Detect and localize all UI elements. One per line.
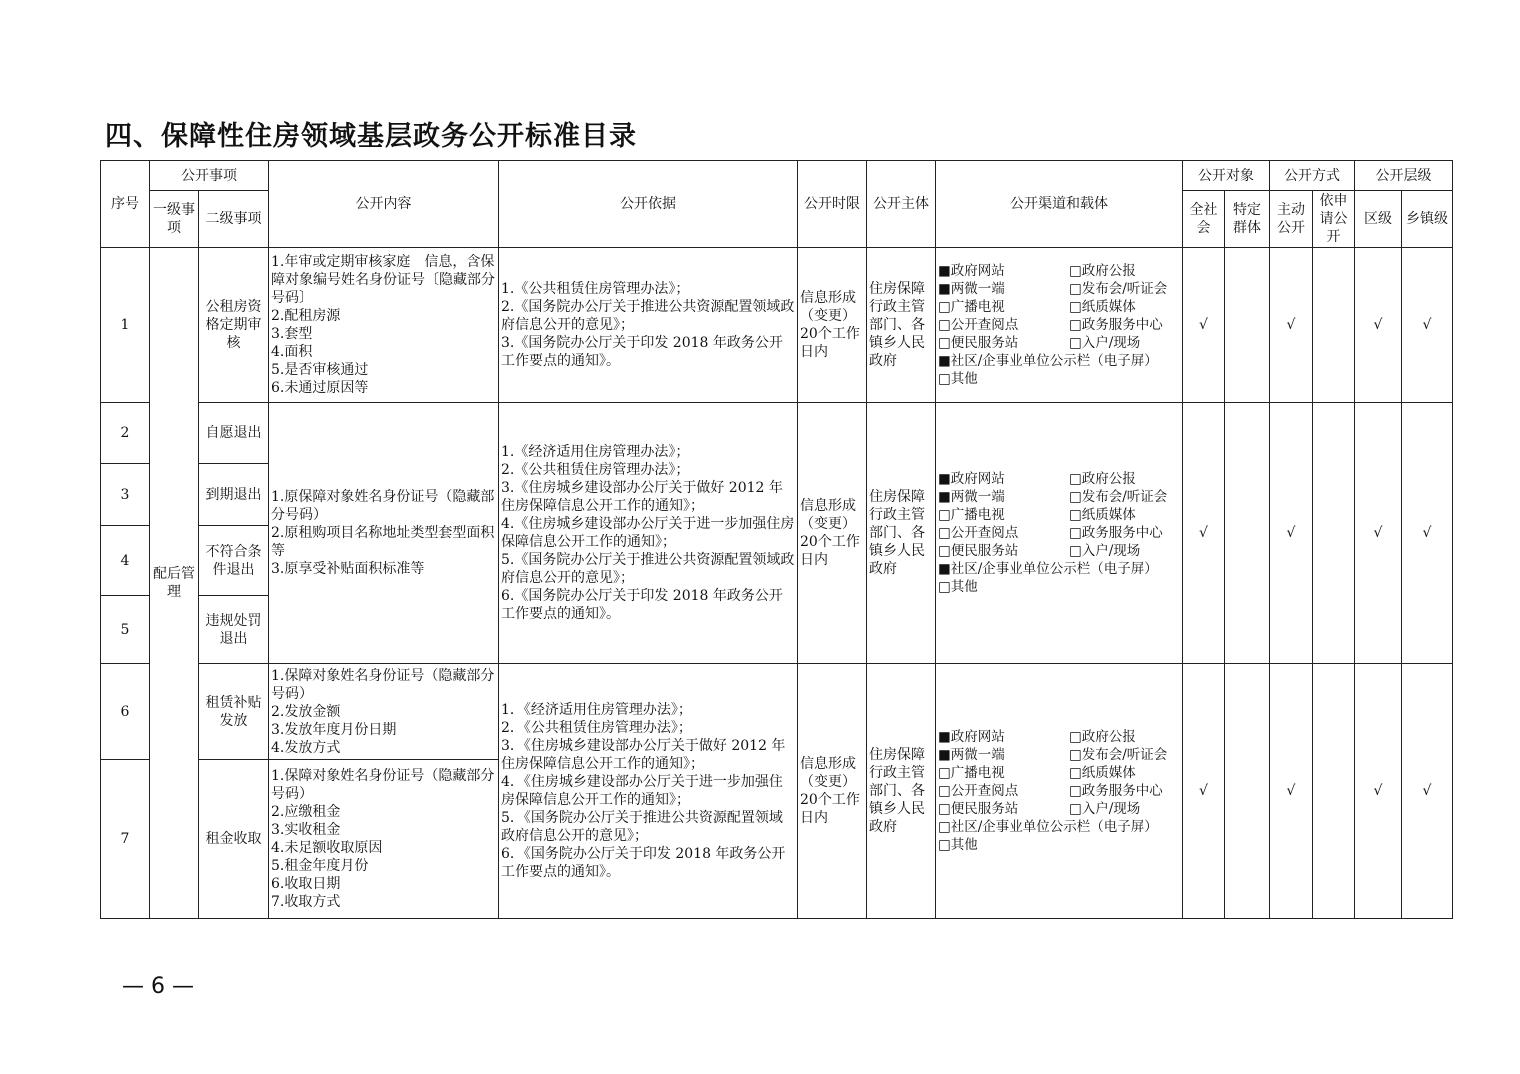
- row-seq: 4: [101, 526, 150, 596]
- row-seq: 2: [101, 403, 150, 464]
- time-cell: 信息形成（变更）20个工作日内: [798, 248, 867, 403]
- header-subject: 公开主体: [867, 161, 936, 248]
- header-channel: 公开渠道和载体: [936, 161, 1183, 248]
- header-level2: 二级事项: [199, 191, 269, 248]
- header-tier-town: 乡镇级: [1402, 191, 1453, 248]
- level2-item: 租金收取: [199, 760, 269, 919]
- row-seq: 3: [101, 464, 150, 526]
- level2-item: 违规处罚退出: [199, 596, 269, 664]
- time-cell: 信息形成（变更）20个工作日内: [798, 403, 867, 664]
- header-target-group: 特定群体: [1225, 191, 1270, 248]
- header-tier-district: 区级: [1355, 191, 1402, 248]
- header-matter: 公开事项: [150, 161, 269, 191]
- header-method-apply: 依申请公开: [1313, 191, 1355, 248]
- row-seq: 6: [101, 664, 150, 760]
- content-cell: 1.保障对象姓名身份证号（隐藏部分号码） 2.发放金额 3.发放年度月份日期 4.发放方式: [269, 664, 499, 760]
- header-method: 公开方式: [1270, 161, 1355, 191]
- check-mark: √: [1355, 248, 1402, 403]
- row-seq: 7: [101, 760, 150, 919]
- channel-cell: ■政府网站 □政府公报 ■两微一端 □发布会/听证会 □广播电视 □纸质媒体 □公开查阅点 □政务服务中心 □便民服务站 □入户/现场 □社区/企事业单位公示栏（电子屏） □其他: [936, 664, 1183, 919]
- level2-item: 不符合条件退出: [199, 526, 269, 596]
- check-mark: √: [1270, 664, 1313, 919]
- row-seq: 5: [101, 596, 150, 664]
- row-seq: 1: [101, 248, 150, 403]
- table-row: [101, 248, 1453, 403]
- page-title: 四、保障性住房领域基层政务公开标准目录: [105, 121, 637, 152]
- check-mark: √: [1183, 664, 1225, 919]
- subject-cell: 住房保障行政主管部门、各镇乡人民政府: [867, 403, 936, 664]
- table-row: [101, 664, 1453, 760]
- check-mark: √: [1270, 403, 1313, 664]
- content-cell: 1.年审或定期审核家庭 信息，含保障对象编号姓名身份证号〔隐藏部分号码〕 2.配租房源 3.套型 4.面积 5.是否审核通过 6.未通过原因等: [269, 248, 499, 403]
- header-target-all: 全社会: [1183, 191, 1225, 248]
- check-mark: √: [1402, 248, 1453, 403]
- level2-item: 公租房资格定期审核: [199, 248, 269, 403]
- check-mark: √: [1270, 248, 1313, 403]
- channel-cell: ■政府网站 □政府公报 ■两微一端 □发布会/听证会 □广播电视 □纸质媒体 □公开查阅点 □政务服务中心 □便民服务站 □入户/现场 ■社区/企事业单位公示栏（电子屏） □其他: [936, 248, 1183, 403]
- check-mark: √: [1183, 403, 1225, 664]
- check-mark: √: [1183, 248, 1225, 403]
- basis-cell: 1.《公共租赁住房管理办法》； 2.《国务院办公厅关于推进公共资源配置领域政府信息公开的意见》； 3.《国务院办公厅关于印发 2018 年政务公开工作要点的通知》。: [499, 248, 798, 403]
- check-mark: √: [1402, 403, 1453, 664]
- basis-cell: 1.《经济适用住房管理办法》； 2.《公共租赁住房管理办法》； 3.《住房城乡建设部办公厅关于做好 2012 年住房保障信息公开工作的通知》； 4.《住房城乡建设部办公厅关于进一步加强住房保障信息公开工作的通知》； 5.《国务院办公厅关于推进公共资源配置领域政府信息公开的意见》； 6.《国务院办公厅关于印发 2018 年政务公开工作要点的通知》。: [499, 403, 798, 664]
- header-content: 公开内容: [269, 161, 499, 248]
- basis-cell: 1．《经济适用住房管理办法》； 2．《公共租赁住房管理办法》； 3．《住房城乡建设部办公厅关于做好 2012 年住房保障信息公开工作的通知》； 4．《住房城乡建设部办公厅关于进一步加强住房保障信息公开工作的通知》； 5．《国务院办公厅关于推进公共资源配置领域政府信息公开的意见》； 6．《国务院办公厅关于印发 2018 年政务公开工作要点的通知》。: [499, 664, 798, 919]
- header-seq: 序号: [101, 161, 150, 248]
- check-mark: √: [1402, 664, 1453, 919]
- level2-item: 自愿退出: [199, 403, 269, 464]
- header-tier: 公开层级: [1355, 161, 1453, 191]
- check-mark: √: [1355, 403, 1402, 664]
- header-level1: 一级事项: [150, 191, 199, 248]
- content-cell: 1.保障对象姓名身份证号（隐藏部分号码） 2.应缴租金 3.实收租金 4.未足额收取原因 5.租金年度月份 6.收取日期 7.收取方式: [269, 760, 499, 919]
- channel-cell: ■政府网站 □政府公报 ■两微一端 □发布会/听证会 □广播电视 □纸质媒体 □公开查阅点 □政务服务中心 □便民服务站 □入户/现场 ■社区/企事业单位公示栏（电子屏） □其他: [936, 403, 1183, 664]
- check-mark: √: [1355, 664, 1402, 919]
- header-target: 公开对象: [1183, 161, 1270, 191]
- level1-item: 配后管理: [150, 248, 199, 919]
- header-method-active: 主动公开: [1270, 191, 1313, 248]
- subject-cell: 住房保障行政主管部门、各镇乡人民政府: [867, 248, 936, 403]
- header-basis: 公开依据: [499, 161, 798, 248]
- level2-item: 到期退出: [199, 464, 269, 526]
- level2-item: 租赁补贴发放: [199, 664, 269, 760]
- catalog-table: [100, 160, 1453, 919]
- subject-cell: 住房保障行政主管部门、各镇乡人民政府: [867, 664, 936, 919]
- content-cell: 1.原保障对象姓名身份证号（隐藏部分号码） 2.原租购项目名称地址类型套型面积等 3.原享受补贴面积标准等: [269, 403, 499, 664]
- time-cell: 信息形成（变更）20个工作日内: [798, 664, 867, 919]
- table-row: [101, 403, 1453, 464]
- header-time: 公开时限: [798, 161, 867, 248]
- page-number: — 6 —: [122, 974, 194, 999]
